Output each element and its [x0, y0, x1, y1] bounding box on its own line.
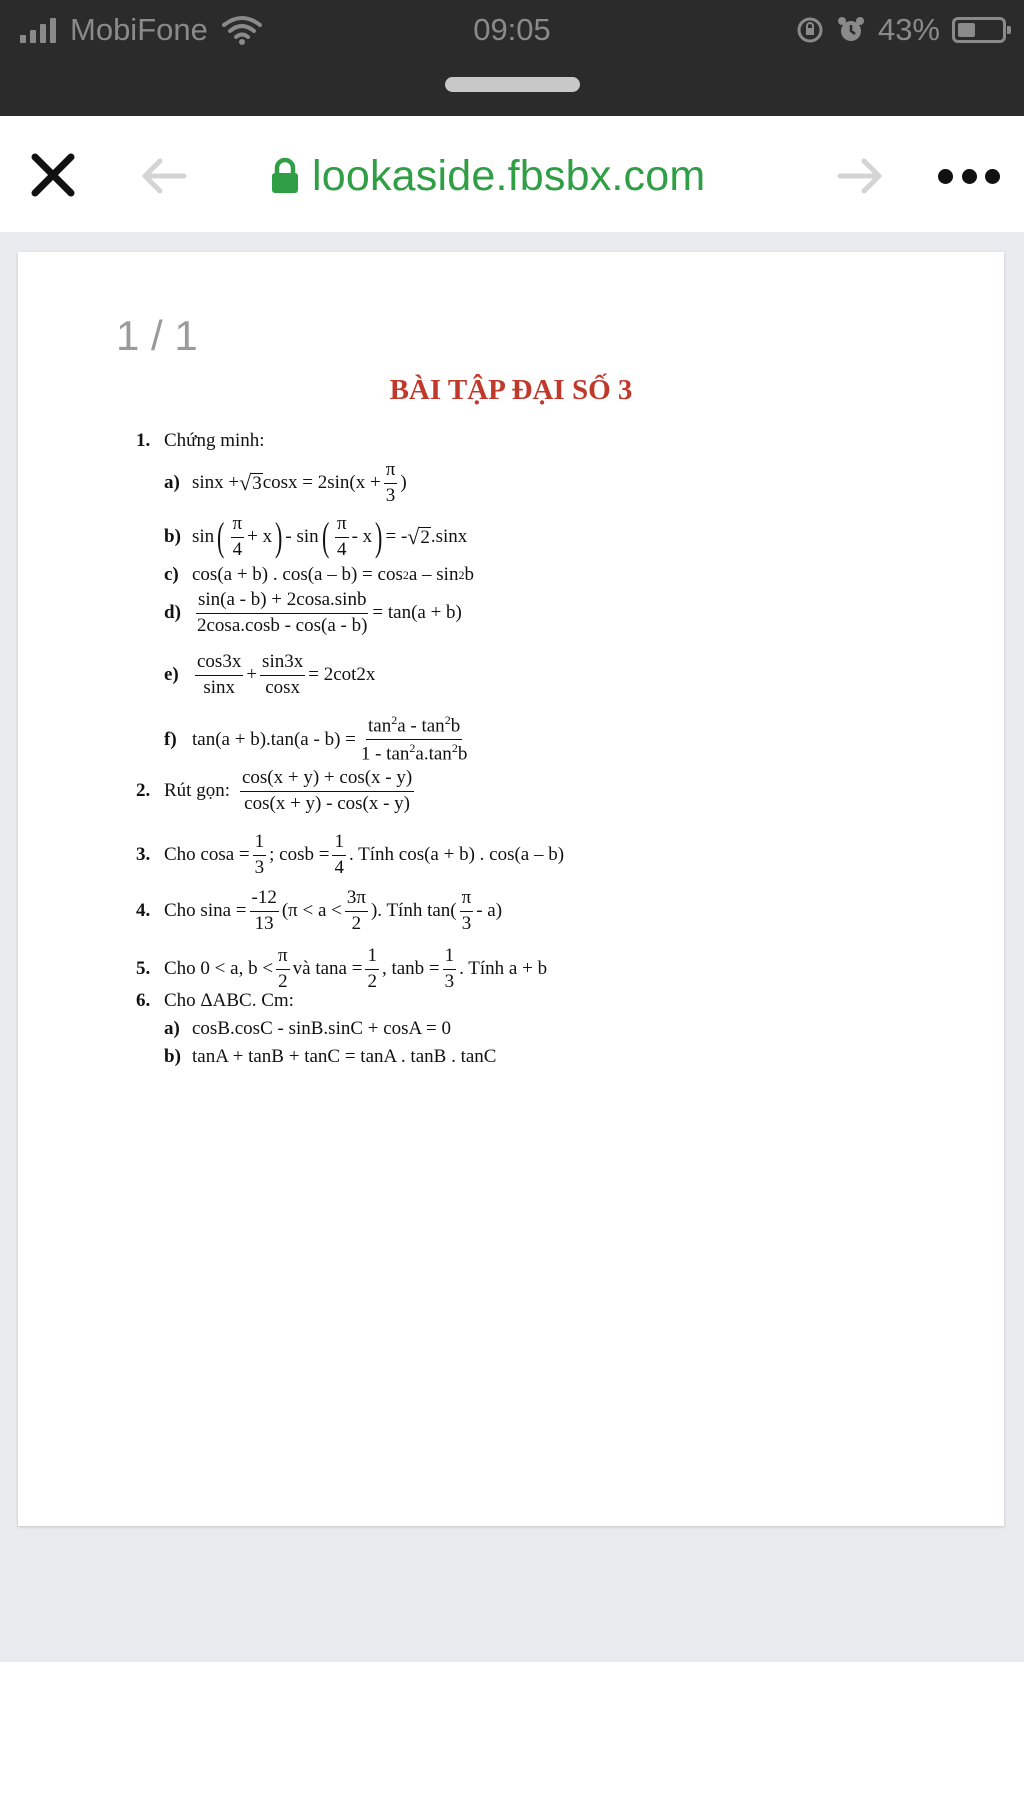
browser-sheet	[0, 116, 1024, 1820]
document-title: BÀI TẬP ĐẠI SỐ 3	[389, 374, 633, 406]
orientation-lock-icon	[796, 16, 824, 44]
problem-1: 1. Chứng minh:	[136, 430, 265, 451]
problem-1a: a) sinx + √ 3 cosx = 2sin(x + $\frac{\pi}{3}$ )	[164, 459, 407, 506]
battery-icon	[952, 17, 1006, 43]
alarm-icon	[836, 15, 866, 45]
problem-1c: c) cos(a + b) . cos(a – b) = cos 2 a – sin 2 b	[164, 564, 474, 585]
pdf-page	[18, 252, 1004, 1526]
problem-6a: a) cosB.cosC - sinB.sinC + cosA = 0	[164, 1018, 451, 1039]
status-right	[796, 8, 1006, 52]
back-arrow-icon[interactable]	[140, 156, 188, 196]
battery-percent: 43%	[877, 12, 940, 47]
problem-1b: b) sin ( $\frac{\pi}{4}$ + x ) - sin ( $\frac{\pi}{4}$ - x ) = - √ 2 .sinx	[164, 513, 468, 560]
carrier-name: MobiFone	[70, 12, 208, 47]
more-options-icon[interactable]	[938, 168, 1000, 184]
problem-5: 5. Cho 0 < a, b < $\frac{\pi}{2}$ và tana = $\frac{1}{2}$ , tanb = $\frac{1}{3}$ . Tính a + b	[136, 945, 548, 992]
page-indicator: 1 / 1	[116, 312, 198, 359]
problem-2: 2. Rút gọn: $\frac{\cos(x + y) + \cos(x - y)}{\cos(x + y) - \cos(x - y)}$	[136, 767, 413, 814]
close-icon[interactable]	[30, 152, 76, 198]
status-bar	[0, 0, 1024, 116]
problem-6b: b) tanA + tanB + tanC = tanA . tanB . tanC	[164, 1046, 497, 1067]
problem-1f: f) tan(a + b).tan(a - b) = $\frac{\tan^2a - \tan^2b}{1 - \tan^2a.\tan^2b}$	[164, 713, 468, 765]
address-bar[interactable]	[270, 144, 790, 208]
sheet-grabber[interactable]	[445, 77, 580, 92]
lock-icon	[270, 157, 300, 195]
forward-arrow-icon[interactable]	[836, 156, 884, 196]
pdf-viewer[interactable]	[0, 232, 1024, 1662]
problem-1e: e) $\frac{\cos 3x}{\sin x}$ + $\frac{\sin 3x}{\cos x}$ = 2cot2x	[164, 651, 376, 698]
problem-1d: d) $\frac{\sin(a - b) + 2\cos a.\sin b}{2\cos a.\cos b - \cos(a - b)}$ = tan(a + b)	[164, 589, 462, 636]
url-text: lookaside.fbsbx.com	[312, 151, 706, 200]
browser-toolbar	[0, 116, 1024, 234]
problem-4: 4. Cho sina = $\frac{-12}{13}$ (π < a < $\frac{3\pi}{2}$ ). Tính tan( $\frac{\pi}{3}$ - a)	[136, 887, 503, 934]
problem-6: 6. Cho ΔABC. Cm:	[136, 990, 294, 1011]
status-time: 09:05	[473, 12, 551, 47]
problem-3: 3. Cho cosa = $\frac{1}{3}$ ; cosb = $\frac{1}{4}$ . Tính cos(a + b) . cos(a – b)	[136, 831, 565, 878]
